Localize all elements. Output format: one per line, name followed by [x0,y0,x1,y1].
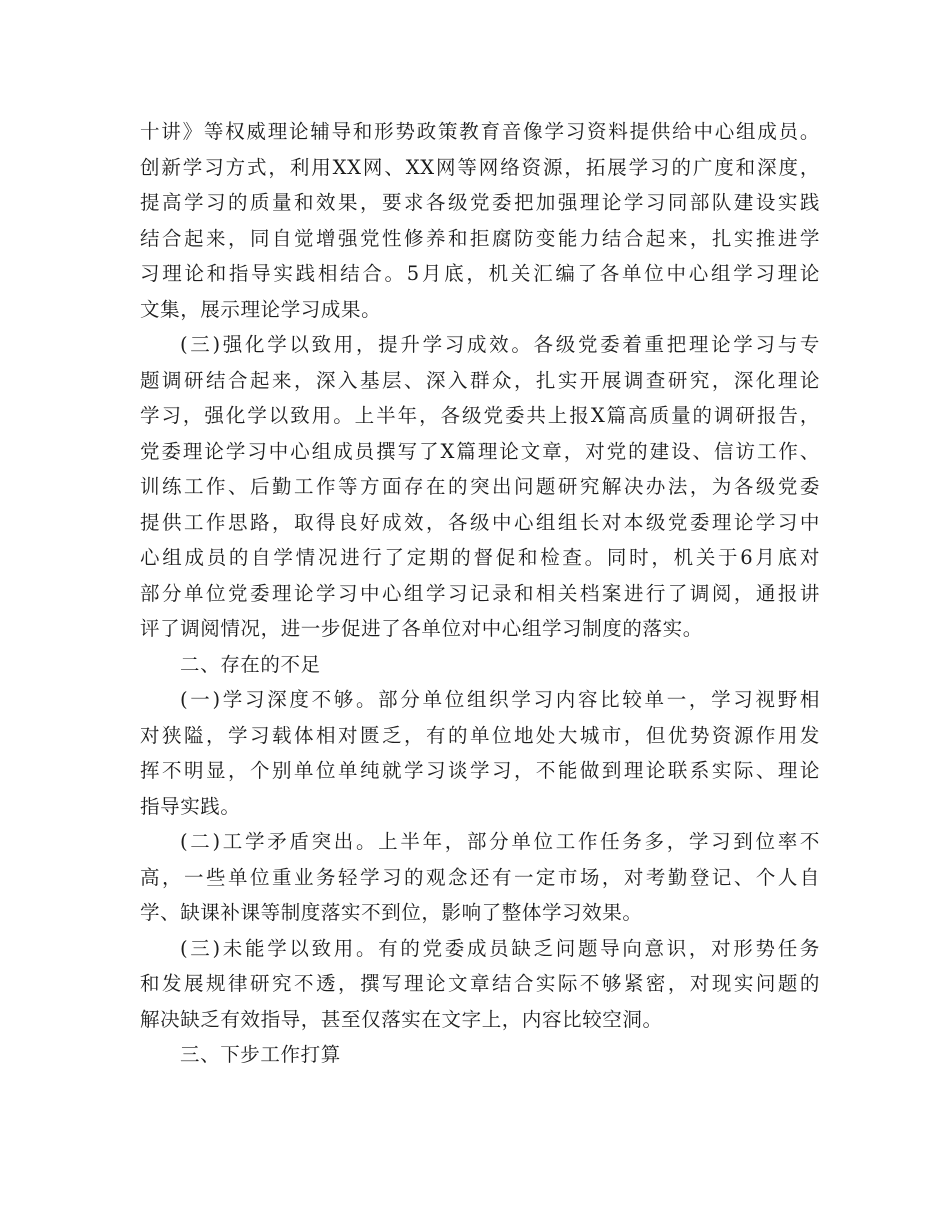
text-line: 解决缺乏有效指导，甚至仅落实在文字上，内容比较空洞。 [140,1007,663,1031]
text-line: 和发展规律研究不透，撰写理论文章结合实际不够紧密，对现实问题的 [140,972,820,995]
text-line: (三)未能学以致用。有的党委成员缺乏问题导向意识，对形势任务 [180,936,820,960]
text-line: 二、存在的不足 [180,652,321,676]
text-line: 党委理论学习中心组成员撰写了X篇理论文章，对党的建设、信访工作、 [140,439,820,463]
text-line: 文集，展示理论学习成果。 [140,297,382,321]
text-line: 训练工作、后勤工作等方面存在的突出问题研究解决办法，为各级党委 [140,475,820,498]
text-line: 结合起来，同自觉增强党性修养和拒腐防变能力结合起来，扎实推进学 [140,226,820,250]
text-line: (三)强化学以致用，提升学习成效。各级党委着重把理论学习与专 [180,333,820,356]
text-line: 题调研结合起来，深入基层、深入群众，扎实开展调查研究，深化理论 [140,368,820,392]
text-line: 学习，强化学以致用。上半年，各级党委共上报X篇高质量的调研报告， [140,404,820,427]
text-line: (二)工学矛盾突出。上半年，部分单位工作任务多，学习到位率不 [180,830,820,853]
text-line: 提高学习的质量和效果，要求各级党委把加强理论学习同部队建设实践 [140,191,820,214]
document-body [140,114,820,1073]
text-line: 对狭隘，学习载体相对匮乏，有的单位地处大城市，但优势资源作用发 [140,723,820,747]
text-line: 创新学习方式，利用XX网、XX网等网络资源，拓展学习的广度和深度， [140,155,820,179]
text-line: 心组成员的自学情况进行了定期的督促和检查。同时，机关于6月底对 [140,546,820,569]
text-line: (一)学习深度不够。部分单位组织学习内容比较单一，学习视野相 [180,688,820,711]
text-line: 指导实践。 [140,794,241,818]
text-line: 十讲》等权威理论辅导和形势政策教育音像学习资料提供给中心组成员。 [140,120,820,143]
text-line: 高，一些单位重业务轻学习的观念还有一定市场，对考勤登记、个人自 [140,865,820,889]
text-line: 评了调阅情况，进一步促进了各单位对中心组学习制度的落实。 [140,617,703,640]
text-line: 三、下步工作打算 [180,1043,341,1066]
text-line: 学、缺课补课等制度落实不到位，影响了整体学习效果。 [140,901,643,924]
text-line: 提供工作思路，取得良好成效，各级中心组组长对本级党委理论学习中 [140,510,820,534]
text-line: 部分单位党委理论学习中心组学习记录和相关档案进行了调阅，通报讲 [140,581,820,605]
text-line: 习理论和指导实践相结合。5月底，机关汇编了各单位中心组学习理论 [140,262,820,285]
text-line: 挥不明显，个别单位单纯就学习谈学习，不能做到理论联系实际、理论 [140,759,820,782]
